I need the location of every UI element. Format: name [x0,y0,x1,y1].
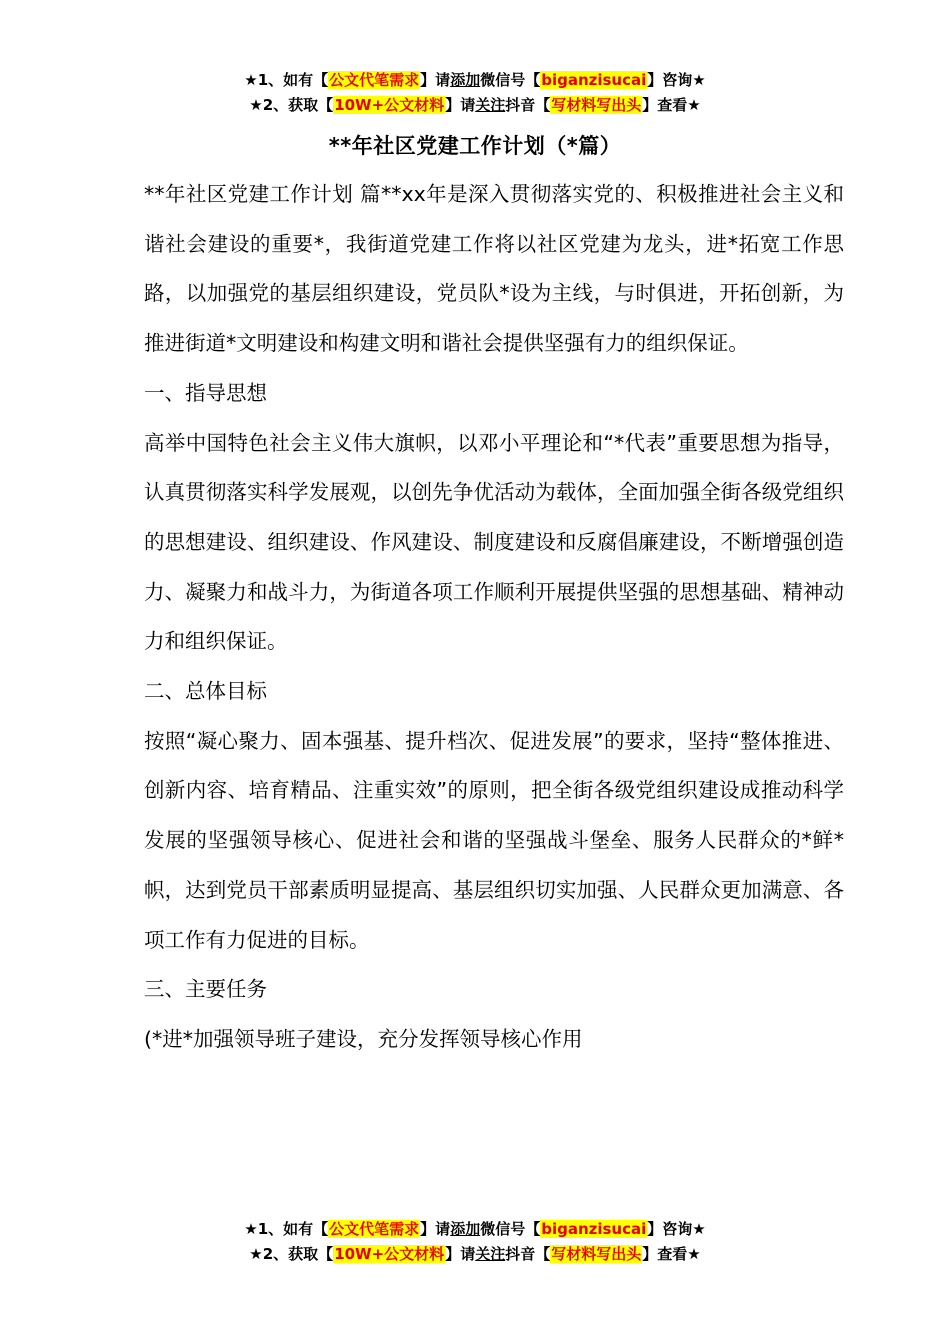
banner-highlight: 10W+公文材料 [334,1245,445,1263]
body-paragraph: 按照“凝心聚力、固本强基、提升档次、促进发展”的要求，坚持“整体推进、创新内容、培育精品、注重实效”的原则，把全街各级党组织建设成推动科学发展的坚强领导核心、促进社会和谐的坚强战斗堡垒、服务人民群众的*鲜*帜，达到党员干部素质明显提高、基层组织切实加强、人民群众更加满意、各项工作有力促进的目标。 [144,728,844,952]
banner-text: ★1、如有【 [244,1220,329,1238]
body-paragraph: 高举中国特色社会主义伟大旗帜，以邓小平理论和“*代表”重要思想为指导，认真贯彻落实科学发展观，以创先争优活动为载体，全面加强全街各级党组织的思想建设、组织建设、作风建设、制度建设和反腐倡廉建设，不断增强创造力、凝聚力和战斗力，为街道各项工作顺利开展提供坚强的思想基础、精神动力和组织保证。 [144,430,844,654]
banner-highlight: biganzisucai [541,71,647,89]
banner-text: 微信号【 [480,1220,541,1238]
section-heading: 二、总体目标 [144,679,267,704]
section-heading: 一、指导思想 [144,380,267,405]
banner-emphasis: 关注 [475,1245,506,1263]
banner-text: 微信号【 [480,71,541,89]
document-title: **年社区党建工作计划（*篇） [328,134,622,158]
banner-emphasis: 关注 [475,96,506,114]
banner-highlight: 公文代笔需求 [329,1220,420,1238]
banner-text: 】咨询★ [647,1220,706,1238]
banner-text: 】请 [420,1220,451,1238]
footer-line-2 [0,1242,950,1267]
body-paragraph: (*进*加强领导班子建设，充分发挥领导核心作用 [144,1026,583,1051]
banner-text: 】咨询★ [647,71,706,89]
banner-highlight: 写材料写出头 [551,96,642,114]
banner-line-1 [0,68,950,93]
banner-text: ★1、如有【 [244,71,329,89]
section-heading: 三、主要任务 [144,977,267,1002]
banner-highlight: 写材料写出头 [551,1245,642,1263]
banner-emphasis: 添加 [450,1220,481,1238]
header-banner [0,68,950,118]
banner-text: 】查看★ [642,96,701,114]
document-body [144,170,844,1065]
banner-text: ★2、获取【 [249,96,334,114]
footer-line-1 [0,1217,950,1242]
body-paragraph: **年社区党建工作计划 篇**xx年是深入贯彻落实党的、积极推进社会主义和谐社会建设的重要*，我街道党建工作将以社区党建为龙头，进*拓宽工作思路，以加强党的基层组织建设，党员队*设为主线，与时俱进，开拓创新，为推进街道*文明建设和构建文明和谐社会提供坚强有力的组织保证。 [144,182,844,356]
banner-text: 】请 [445,96,476,114]
banner-highlight: 10W+公文材料 [334,96,445,114]
banner-text: 】请 [420,71,451,89]
banner-text: 抖音【 [505,96,551,114]
banner-text: ★2、获取【 [249,1245,334,1263]
banner-text: 抖音【 [505,1245,551,1263]
banner-line-2 [0,93,950,118]
banner-text: 】请 [445,1245,476,1263]
banner-emphasis: 添加 [450,71,481,89]
banner-highlight: 公文代笔需求 [329,71,420,89]
banner-text: 】查看★ [642,1245,701,1263]
banner-highlight: biganzisucai [541,1220,647,1238]
footer-banner [0,1217,950,1267]
